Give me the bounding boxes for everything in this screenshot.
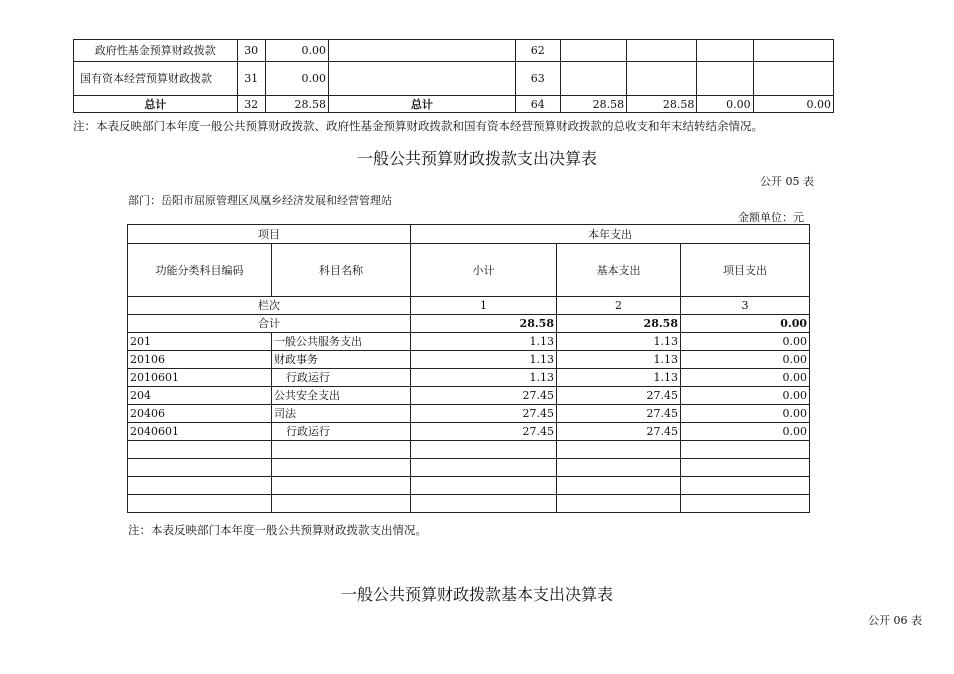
table-row bbox=[128, 333, 810, 351]
table-row bbox=[74, 40, 834, 62]
row-v3: 0.00 bbox=[681, 369, 810, 387]
header-row bbox=[128, 244, 810, 297]
row-name: 一般公共服务支出 bbox=[272, 333, 411, 351]
row-v3: 0.00 bbox=[681, 405, 810, 423]
header-project-exp: 项目支出 bbox=[681, 244, 810, 297]
row-right-name bbox=[328, 62, 515, 96]
row-v1: 1.13 bbox=[411, 333, 557, 351]
row-v3: 0.00 bbox=[681, 333, 810, 351]
header-project: 项目 bbox=[128, 225, 411, 244]
header-row bbox=[128, 225, 810, 244]
row-right-name bbox=[328, 40, 515, 62]
note-expense: 注：本表反映部门本年度一般公共预算财政拨款支出情况。 bbox=[128, 523, 427, 537]
col-3: 3 bbox=[681, 297, 810, 315]
row-name: 国有资本经营预算财政拨款 bbox=[74, 62, 238, 96]
row-v1: 1.13 bbox=[411, 369, 557, 387]
row-v3: 0.00 bbox=[681, 351, 810, 369]
row-line: 30 bbox=[237, 40, 265, 62]
empty-row bbox=[128, 459, 810, 477]
row-c1 bbox=[560, 40, 626, 62]
row-name: 财政事务 bbox=[272, 351, 411, 369]
row-v1: 27.45 bbox=[411, 387, 557, 405]
total-v2: 28.58 bbox=[557, 315, 681, 333]
row-v1: 1.13 bbox=[411, 351, 557, 369]
total-c4: 0.00 bbox=[753, 96, 833, 113]
row-code: 2040601 bbox=[128, 423, 272, 441]
row-v2: 27.45 bbox=[557, 405, 681, 423]
table-row bbox=[128, 405, 810, 423]
header-basic: 基本支出 bbox=[557, 244, 681, 297]
header-subject-name: 科目名称 bbox=[272, 244, 411, 297]
total-right-label: 总计 bbox=[328, 96, 515, 113]
row-v2: 27.45 bbox=[557, 423, 681, 441]
row-c1 bbox=[560, 62, 626, 96]
table-row bbox=[128, 351, 810, 369]
row-v3: 0.00 bbox=[681, 423, 810, 441]
table-row bbox=[128, 423, 810, 441]
row-name: 行政运行 bbox=[272, 369, 411, 387]
total-c3: 0.00 bbox=[697, 96, 753, 113]
expense-table bbox=[127, 224, 810, 513]
col-1: 1 bbox=[411, 297, 557, 315]
total-right-line: 64 bbox=[515, 96, 560, 113]
total-line: 32 bbox=[237, 96, 265, 113]
empty-row bbox=[128, 477, 810, 495]
row-v1: 27.45 bbox=[411, 423, 557, 441]
row-c3 bbox=[697, 40, 753, 62]
total-label: 总计 bbox=[74, 96, 238, 113]
row-c4 bbox=[753, 62, 833, 96]
row-v2: 1.13 bbox=[557, 351, 681, 369]
table-row bbox=[128, 369, 810, 387]
table-row bbox=[128, 387, 810, 405]
total-c1: 28.58 bbox=[560, 96, 626, 113]
total-v1: 28.58 bbox=[411, 315, 557, 333]
total-label: 合计 bbox=[128, 315, 411, 333]
row-c2 bbox=[627, 62, 697, 96]
row-name: 行政运行 bbox=[272, 423, 411, 441]
row-c2 bbox=[627, 40, 697, 62]
table-row bbox=[74, 62, 834, 96]
row-code: 20406 bbox=[128, 405, 272, 423]
row-code: 204 bbox=[128, 387, 272, 405]
row-right-line: 63 bbox=[515, 62, 560, 96]
total-value: 28.58 bbox=[265, 96, 328, 113]
row-value: 0.00 bbox=[265, 62, 328, 96]
column-index-row bbox=[128, 297, 810, 315]
row-name: 公共安全支出 bbox=[272, 387, 411, 405]
total-row bbox=[74, 96, 834, 113]
row-v2: 1.13 bbox=[557, 369, 681, 387]
row-c3 bbox=[697, 62, 753, 96]
section2-code: 公开 05 表 bbox=[760, 175, 814, 188]
row-code: 201 bbox=[128, 333, 272, 351]
unit-label: 金额单位：元 bbox=[738, 211, 804, 224]
empty-row bbox=[128, 441, 810, 459]
row-name: 政府性基金预算财政拨款 bbox=[74, 40, 238, 62]
col-label: 栏次 bbox=[128, 297, 411, 315]
total-row bbox=[128, 315, 810, 333]
header-subtotal: 小计 bbox=[411, 244, 557, 297]
department-label: 部门：岳阳市屈原管理区凤凰乡经济发展和经营管理站 bbox=[128, 194, 392, 207]
header-func-code: 功能分类科目编码 bbox=[128, 244, 272, 297]
row-code: 2010601 bbox=[128, 369, 272, 387]
row-value: 0.00 bbox=[265, 40, 328, 62]
section2-title: 一般公共预算财政拨款支出决算表 bbox=[356, 149, 597, 168]
row-v2: 1.13 bbox=[557, 333, 681, 351]
col-2: 2 bbox=[557, 297, 681, 315]
row-right-line: 62 bbox=[515, 40, 560, 62]
section3-code: 公开 06 表 bbox=[868, 614, 922, 627]
header-this-year: 本年支出 bbox=[411, 225, 810, 244]
row-v2: 27.45 bbox=[557, 387, 681, 405]
total-v3: 0.00 bbox=[681, 315, 810, 333]
row-c4 bbox=[753, 40, 833, 62]
section3-title: 一般公共预算财政拨款基本支出决算表 bbox=[340, 585, 613, 604]
note-revenue-expense: 注：本表反映部门本年度一般公共预算财政拨款、政府性基金预算财政拨款和国有资本经营预算财政拨款的总收支和年末结转结余情况。 bbox=[73, 119, 763, 133]
revenue-expense-table bbox=[73, 39, 834, 113]
row-line: 31 bbox=[237, 62, 265, 96]
row-v3: 0.00 bbox=[681, 387, 810, 405]
row-v1: 27.45 bbox=[411, 405, 557, 423]
empty-row bbox=[128, 495, 810, 513]
row-name: 司法 bbox=[272, 405, 411, 423]
row-code: 20106 bbox=[128, 351, 272, 369]
total-c2: 28.58 bbox=[627, 96, 697, 113]
